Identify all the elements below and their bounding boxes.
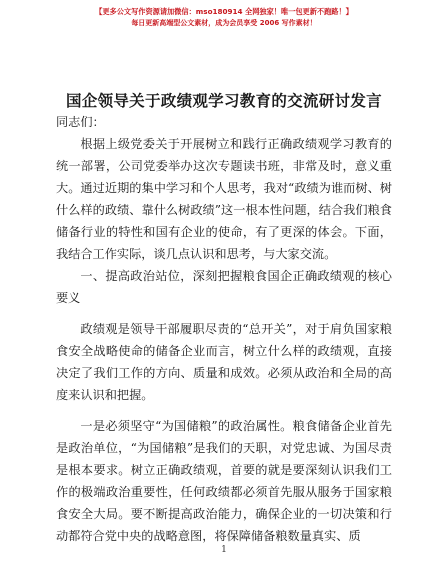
paragraph-intro: 根据上级党委关于开展树立和践行正确政绩观学习教育的统一部署，公司党委举办这次专题读书班，非常及时，意义重大。通过近期的集中学习和个人思考，我对“政绩为谁而树、树什么样的政绩、靠什么树政绩”这一根本性问题，结合我们粮食储备行业的特性和国有企业的使命，有了更深的体会。下面，我结合工作实际，谈几点认识和思考，与大家交流。: [56, 137, 392, 261]
section-heading-1: 一、提高政治站位，深刻把握粮食国企正确政绩观的核心要义: [56, 269, 392, 305]
paragraph-2: 政绩观是领导干部履职尽责的“总开关”，对于肩负国家粮食安全战略使命的储备企业而言，树立什么样的政绩观，直接决定了我们工作的方向、质量和成效。必须从政治和全局的高度来认识和把握。: [56, 322, 392, 402]
document-title: 国企领导关于政绩观学习教育的交流研讨发言: [65, 92, 382, 110]
document-body: [56, 111, 392, 547]
greeting: 同志们：: [56, 115, 105, 129]
promo-banner-line-1: 【更多公文写作资源请加微信：mso180914 全网独家！唯一包更新不跑路！】: [95, 7, 353, 16]
promo-banner: [0, 6, 448, 29]
paragraph-3: 一是必须坚守“为国储粮”的政治属性。粮食储备企业首先是政治单位，“为国储粮”是我们的天职，对党忠诚、为国尽责是根本要求。树立正确政绩观，首要的就是要深刻认识我们工作的极端政治重要性，任何政绩都必须首先服从服务于国家粮食安全大局。要不断提高政治能力，确保企业的一切决策和行动都符合党中央的战略意图，将保障储备粮数量真实、质: [56, 419, 392, 543]
page-number: 1: [221, 545, 227, 555]
promo-banner-line-2: 每日更新高端型公文素材，成为会员享受 2006 写作素材！: [131, 19, 317, 27]
